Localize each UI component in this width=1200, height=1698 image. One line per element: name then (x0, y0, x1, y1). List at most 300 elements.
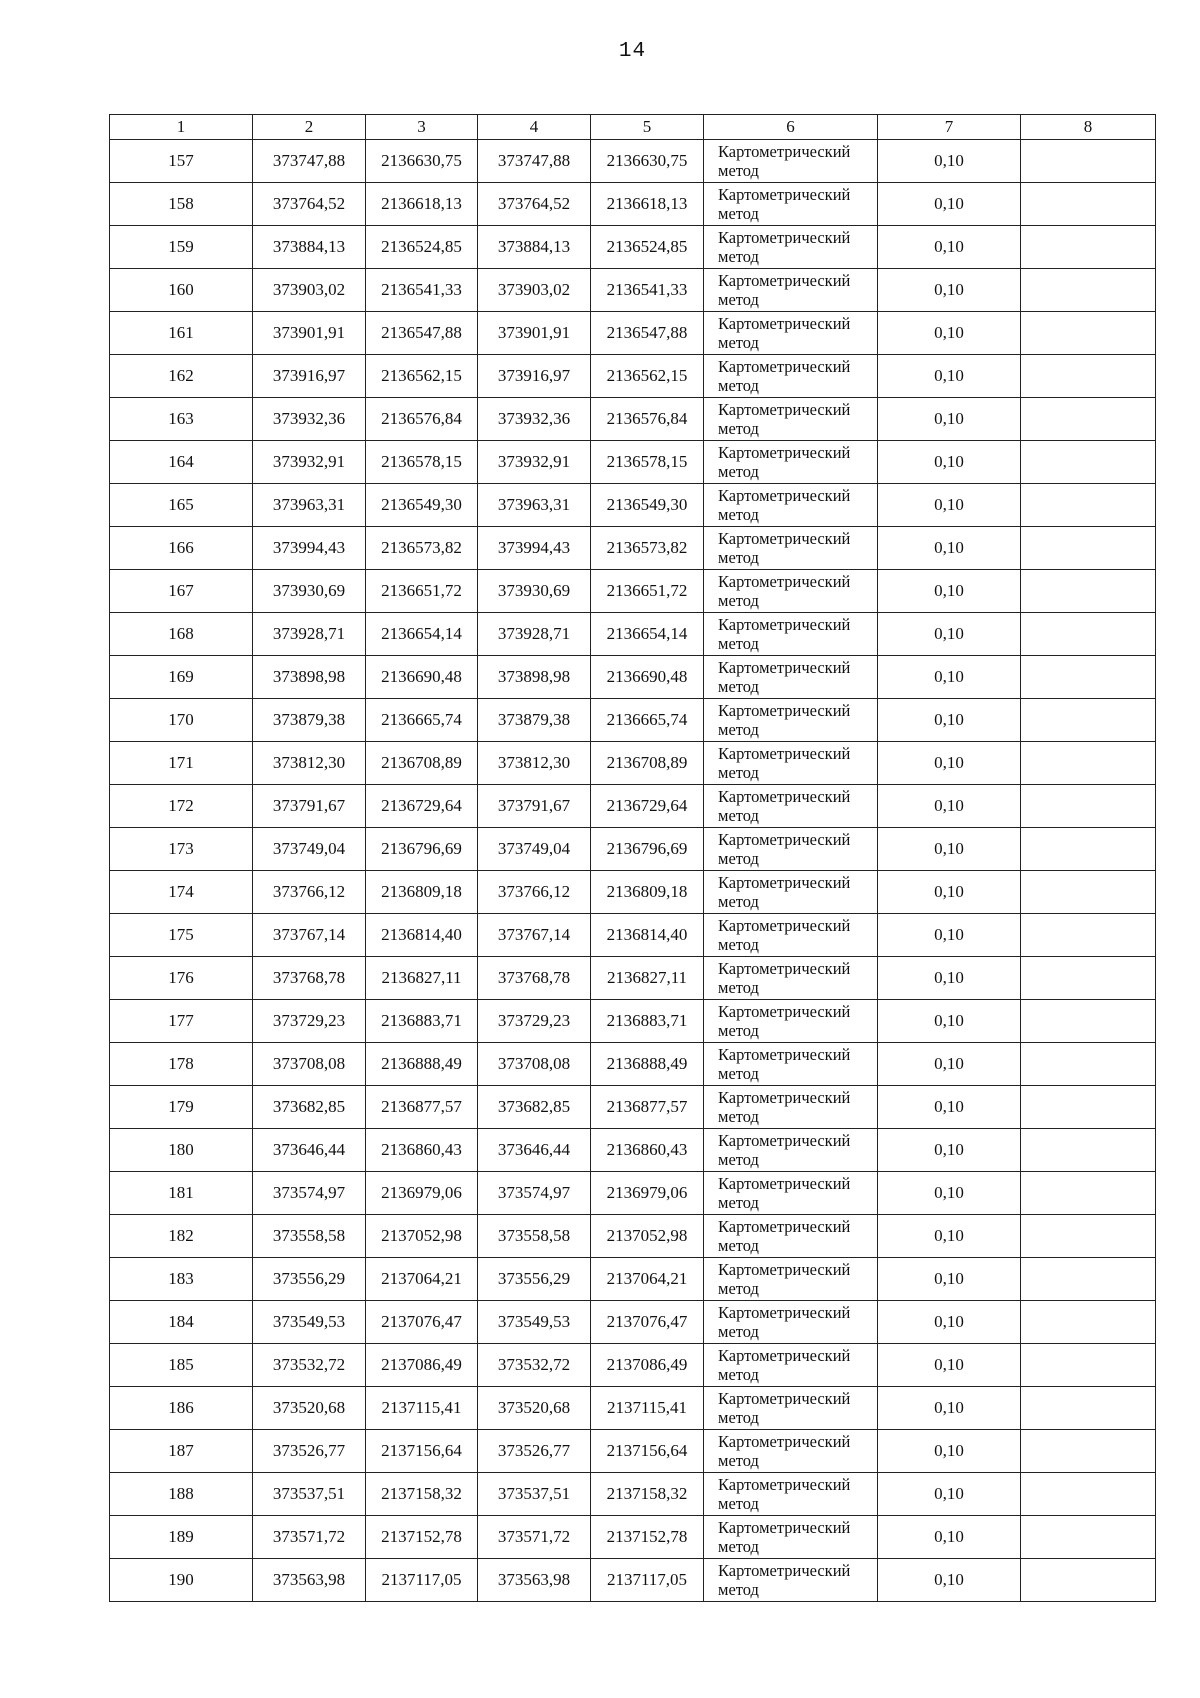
method-cell (704, 1258, 878, 1301)
x-coordinate-cell: 373898,98 (253, 656, 366, 699)
method-cell (704, 1301, 878, 1344)
y-coordinate-cell: 2136796,69 (366, 828, 478, 871)
x-coordinate-cell: 373571,72 (478, 1516, 591, 1559)
method-cell (704, 570, 878, 613)
method-label-line2: метод (718, 1021, 759, 1040)
method-cell (704, 871, 878, 914)
method-cell (704, 1430, 878, 1473)
x-coordinate-cell: 373526,77 (478, 1430, 591, 1473)
point-number-cell: 177 (110, 1000, 253, 1043)
y-coordinate-cell: 2136573,82 (591, 527, 704, 570)
method-cell (704, 484, 878, 527)
note-cell (1021, 1000, 1156, 1043)
table-row (110, 355, 1156, 398)
table-row (110, 1559, 1156, 1602)
x-coordinate-cell: 373963,31 (253, 484, 366, 527)
table-row (110, 613, 1156, 656)
note-cell (1021, 1430, 1156, 1473)
point-number-cell: 165 (110, 484, 253, 527)
point-number-cell: 168 (110, 613, 253, 656)
method-label-line2: метод (718, 978, 759, 997)
method-cell (704, 957, 878, 1000)
method-label-line1: Картометрический (718, 400, 851, 419)
y-coordinate-cell: 2137156,64 (591, 1430, 704, 1473)
accuracy-cell: 0,10 (878, 226, 1021, 269)
method-label-line1: Картометрический (718, 1260, 851, 1279)
y-coordinate-cell: 2136877,57 (591, 1086, 704, 1129)
accuracy-cell: 0,10 (878, 1258, 1021, 1301)
method-label-line2: метод (718, 1580, 759, 1599)
point-number-cell: 161 (110, 312, 253, 355)
x-coordinate-cell: 373537,51 (478, 1473, 591, 1516)
y-coordinate-cell: 2137115,41 (366, 1387, 478, 1430)
y-coordinate-cell: 2136654,14 (366, 613, 478, 656)
method-label-line1: Картометрический (718, 1002, 851, 1021)
accuracy-cell: 0,10 (878, 355, 1021, 398)
table-row (110, 226, 1156, 269)
y-coordinate-cell: 2136979,06 (366, 1172, 478, 1215)
note-cell (1021, 570, 1156, 613)
x-coordinate-cell: 373768,78 (478, 957, 591, 1000)
x-coordinate-cell: 373916,97 (478, 355, 591, 398)
note-cell (1021, 1301, 1156, 1344)
x-coordinate-cell: 373520,68 (253, 1387, 366, 1430)
x-coordinate-cell: 373646,44 (478, 1129, 591, 1172)
method-label-line1: Картометрический (718, 959, 851, 978)
method-label-line1: Картометрический (718, 1303, 851, 1322)
y-coordinate-cell: 2136883,71 (366, 1000, 478, 1043)
accuracy-cell: 0,10 (878, 527, 1021, 570)
table-row (110, 914, 1156, 957)
method-cell (704, 226, 878, 269)
y-coordinate-cell: 2137117,05 (591, 1559, 704, 1602)
table-row (110, 1000, 1156, 1043)
y-coordinate-cell: 2136578,15 (366, 441, 478, 484)
point-number-cell: 180 (110, 1129, 253, 1172)
x-coordinate-cell: 373791,67 (478, 785, 591, 828)
method-label-line1: Картометрический (718, 1475, 851, 1494)
accuracy-cell: 0,10 (878, 140, 1021, 183)
x-coordinate-cell: 373932,36 (253, 398, 366, 441)
x-coordinate-cell: 373558,58 (253, 1215, 366, 1258)
point-number-cell: 179 (110, 1086, 253, 1129)
header-row (110, 115, 1156, 140)
accuracy-cell: 0,10 (878, 1387, 1021, 1430)
x-coordinate-cell: 373791,67 (253, 785, 366, 828)
accuracy-cell: 0,10 (878, 398, 1021, 441)
x-coordinate-cell: 373879,38 (253, 699, 366, 742)
note-cell (1021, 1086, 1156, 1129)
method-label-line2: метод (718, 591, 759, 610)
x-coordinate-cell: 373812,30 (253, 742, 366, 785)
accuracy-cell: 0,10 (878, 914, 1021, 957)
point-number-cell: 189 (110, 1516, 253, 1559)
method-cell (704, 1129, 878, 1172)
method-label-line1: Картометрический (718, 271, 851, 290)
y-coordinate-cell: 2137115,41 (591, 1387, 704, 1430)
method-cell (704, 1344, 878, 1387)
y-coordinate-cell: 2137086,49 (366, 1344, 478, 1387)
y-coordinate-cell: 2136576,84 (366, 398, 478, 441)
y-coordinate-cell: 2136708,89 (366, 742, 478, 785)
y-coordinate-cell: 2137086,49 (591, 1344, 704, 1387)
method-label-line2: метод (718, 720, 759, 739)
method-label-line1: Картометрический (718, 787, 851, 806)
x-coordinate-cell: 373884,13 (478, 226, 591, 269)
note-cell (1021, 613, 1156, 656)
method-label-line2: метод (718, 1107, 759, 1126)
y-coordinate-cell: 2136888,49 (591, 1043, 704, 1086)
method-label-line1: Картометрический (718, 228, 851, 247)
y-coordinate-cell: 2136665,74 (591, 699, 704, 742)
point-number-cell: 182 (110, 1215, 253, 1258)
method-label-line2: метод (718, 763, 759, 782)
x-coordinate-cell: 373930,69 (253, 570, 366, 613)
method-cell (704, 1215, 878, 1258)
note-cell (1021, 742, 1156, 785)
method-label-line2: метод (718, 1150, 759, 1169)
column-header: 7 (878, 115, 1021, 140)
method-label-line1: Картометрический (718, 1131, 851, 1150)
method-label-line2: метод (718, 1236, 759, 1255)
x-coordinate-cell: 373708,08 (478, 1043, 591, 1086)
x-coordinate-cell: 373764,52 (478, 183, 591, 226)
method-label-line2: метод (718, 634, 759, 653)
x-coordinate-cell: 373916,97 (253, 355, 366, 398)
accuracy-cell: 0,10 (878, 613, 1021, 656)
table-row (110, 140, 1156, 183)
point-number-cell: 167 (110, 570, 253, 613)
x-coordinate-cell: 373767,14 (253, 914, 366, 957)
table-row (110, 183, 1156, 226)
point-number-cell: 160 (110, 269, 253, 312)
x-coordinate-cell: 373729,23 (478, 1000, 591, 1043)
y-coordinate-cell: 2137052,98 (366, 1215, 478, 1258)
x-coordinate-cell: 373563,98 (478, 1559, 591, 1602)
method-label-line2: метод (718, 1064, 759, 1083)
method-cell (704, 355, 878, 398)
y-coordinate-cell: 2136827,11 (366, 957, 478, 1000)
method-label-line2: метод (718, 806, 759, 825)
table-row (110, 957, 1156, 1000)
y-coordinate-cell: 2136562,15 (366, 355, 478, 398)
accuracy-cell: 0,10 (878, 269, 1021, 312)
method-label-line1: Картометрический (718, 1432, 851, 1451)
column-header: 4 (478, 115, 591, 140)
method-label-line1: Картометрический (718, 314, 851, 333)
point-number-cell: 181 (110, 1172, 253, 1215)
method-cell (704, 785, 878, 828)
x-coordinate-cell: 373767,14 (478, 914, 591, 957)
table-row (110, 398, 1156, 441)
note-cell (1021, 1344, 1156, 1387)
table-row (110, 1301, 1156, 1344)
method-label-line1: Картометрический (718, 486, 851, 505)
method-label-line1: Картометрический (718, 572, 851, 591)
method-cell (704, 1473, 878, 1516)
point-number-cell: 174 (110, 871, 253, 914)
method-cell (704, 269, 878, 312)
method-cell (704, 1387, 878, 1430)
method-label-line1: Картометрический (718, 1518, 851, 1537)
point-number-cell: 172 (110, 785, 253, 828)
x-coordinate-cell: 373928,71 (478, 613, 591, 656)
y-coordinate-cell: 2136877,57 (366, 1086, 478, 1129)
method-cell (704, 441, 878, 484)
y-coordinate-cell: 2136690,48 (591, 656, 704, 699)
accuracy-cell: 0,10 (878, 1301, 1021, 1344)
x-coordinate-cell: 373646,44 (253, 1129, 366, 1172)
accuracy-cell: 0,10 (878, 742, 1021, 785)
accuracy-cell: 0,10 (878, 1043, 1021, 1086)
method-label-line2: метод (718, 505, 759, 524)
table-row (110, 1473, 1156, 1516)
method-label-line2: метод (718, 1279, 759, 1298)
table-row (110, 1387, 1156, 1430)
method-label-line2: метод (718, 1322, 759, 1341)
note-cell (1021, 699, 1156, 742)
y-coordinate-cell: 2136541,33 (366, 269, 478, 312)
y-coordinate-cell: 2136630,75 (591, 140, 704, 183)
point-number-cell: 186 (110, 1387, 253, 1430)
x-coordinate-cell: 373764,52 (253, 183, 366, 226)
x-coordinate-cell: 373682,85 (478, 1086, 591, 1129)
y-coordinate-cell: 2136809,18 (591, 871, 704, 914)
note-cell (1021, 1473, 1156, 1516)
note-cell (1021, 785, 1156, 828)
table-row (110, 742, 1156, 785)
method-cell (704, 699, 878, 742)
method-label-line2: метод (718, 1193, 759, 1212)
note-cell (1021, 656, 1156, 699)
accuracy-cell: 0,10 (878, 1516, 1021, 1559)
table-row (110, 871, 1156, 914)
column-header: 6 (704, 115, 878, 140)
y-coordinate-cell: 2136729,64 (366, 785, 478, 828)
y-coordinate-cell: 2136860,43 (366, 1129, 478, 1172)
x-coordinate-cell: 373747,88 (253, 140, 366, 183)
y-coordinate-cell: 2136576,84 (591, 398, 704, 441)
method-label-line1: Картометрический (718, 1045, 851, 1064)
y-coordinate-cell: 2137064,21 (366, 1258, 478, 1301)
table-row (110, 1129, 1156, 1172)
note-cell (1021, 183, 1156, 226)
accuracy-cell: 0,10 (878, 484, 1021, 527)
note-cell (1021, 398, 1156, 441)
method-label-line2: метод (718, 419, 759, 438)
column-header: 3 (366, 115, 478, 140)
x-coordinate-cell: 373749,04 (253, 828, 366, 871)
point-number-cell: 164 (110, 441, 253, 484)
y-coordinate-cell: 2137158,32 (591, 1473, 704, 1516)
method-cell (704, 527, 878, 570)
y-coordinate-cell: 2136524,85 (366, 226, 478, 269)
x-coordinate-cell: 373574,97 (478, 1172, 591, 1215)
point-number-cell: 185 (110, 1344, 253, 1387)
note-cell (1021, 441, 1156, 484)
method-label-line2: метод (718, 204, 759, 223)
y-coordinate-cell: 2136573,82 (366, 527, 478, 570)
y-coordinate-cell: 2136651,72 (366, 570, 478, 613)
point-number-cell: 183 (110, 1258, 253, 1301)
method-cell (704, 613, 878, 656)
x-coordinate-cell: 373994,43 (478, 527, 591, 570)
method-label-line1: Картометрический (718, 615, 851, 634)
accuracy-cell: 0,10 (878, 957, 1021, 1000)
table-row (110, 1086, 1156, 1129)
method-label-line2: метод (718, 1365, 759, 1384)
method-label-line1: Картометрический (718, 357, 851, 376)
accuracy-cell: 0,10 (878, 1172, 1021, 1215)
coordinates-table (109, 114, 1156, 1602)
accuracy-cell: 0,10 (878, 1473, 1021, 1516)
table-row (110, 1215, 1156, 1258)
method-label-line1: Картометрический (718, 1217, 851, 1236)
note-cell (1021, 140, 1156, 183)
note-cell (1021, 1172, 1156, 1215)
note-cell (1021, 527, 1156, 570)
method-cell (704, 1172, 878, 1215)
x-coordinate-cell: 373879,38 (478, 699, 591, 742)
accuracy-cell: 0,10 (878, 312, 1021, 355)
table-row (110, 828, 1156, 871)
column-header: 5 (591, 115, 704, 140)
point-number-cell: 187 (110, 1430, 253, 1473)
accuracy-cell: 0,10 (878, 828, 1021, 871)
point-number-cell: 190 (110, 1559, 253, 1602)
x-coordinate-cell: 373708,08 (253, 1043, 366, 1086)
point-number-cell: 173 (110, 828, 253, 871)
method-label-line1: Картометрический (718, 873, 851, 892)
x-coordinate-cell: 373749,04 (478, 828, 591, 871)
method-cell (704, 1516, 878, 1559)
x-coordinate-cell: 373930,69 (478, 570, 591, 613)
method-cell (704, 398, 878, 441)
note-cell (1021, 914, 1156, 957)
x-coordinate-cell: 373932,91 (253, 441, 366, 484)
table-body (110, 140, 1156, 1602)
method-cell (704, 742, 878, 785)
y-coordinate-cell: 2137076,47 (366, 1301, 478, 1344)
method-label-line2: метод (718, 849, 759, 868)
y-coordinate-cell: 2136888,49 (366, 1043, 478, 1086)
method-label-line2: метод (718, 376, 759, 395)
x-coordinate-cell: 373563,98 (253, 1559, 366, 1602)
y-coordinate-cell: 2136814,40 (591, 914, 704, 957)
method-label-line2: метод (718, 1494, 759, 1513)
accuracy-cell: 0,10 (878, 785, 1021, 828)
table-row (110, 785, 1156, 828)
method-cell (704, 914, 878, 957)
accuracy-cell: 0,10 (878, 1086, 1021, 1129)
y-coordinate-cell: 2136708,89 (591, 742, 704, 785)
table-row (110, 1258, 1156, 1301)
table-row (110, 1430, 1156, 1473)
note-cell (1021, 1559, 1156, 1602)
point-number-cell: 175 (110, 914, 253, 957)
y-coordinate-cell: 2136814,40 (366, 914, 478, 957)
table-row (110, 699, 1156, 742)
y-coordinate-cell: 2137064,21 (591, 1258, 704, 1301)
x-coordinate-cell: 373932,91 (478, 441, 591, 484)
x-coordinate-cell: 373532,72 (478, 1344, 591, 1387)
accuracy-cell: 0,10 (878, 1215, 1021, 1258)
y-coordinate-cell: 2137152,78 (366, 1516, 478, 1559)
x-coordinate-cell: 373928,71 (253, 613, 366, 656)
method-label-line2: метод (718, 1451, 759, 1470)
y-coordinate-cell: 2136547,88 (366, 312, 478, 355)
y-coordinate-cell: 2136651,72 (591, 570, 704, 613)
point-number-cell: 157 (110, 140, 253, 183)
y-coordinate-cell: 2136618,13 (591, 183, 704, 226)
method-label-line2: метод (718, 247, 759, 266)
method-label-line1: Картометрический (718, 658, 851, 677)
method-label-line1: Картометрический (718, 744, 851, 763)
note-cell (1021, 484, 1156, 527)
x-coordinate-cell: 373898,98 (478, 656, 591, 699)
x-coordinate-cell: 373901,91 (253, 312, 366, 355)
point-number-cell: 159 (110, 226, 253, 269)
x-coordinate-cell: 373901,91 (478, 312, 591, 355)
y-coordinate-cell: 2136541,33 (591, 269, 704, 312)
method-cell (704, 656, 878, 699)
x-coordinate-cell: 373884,13 (253, 226, 366, 269)
method-cell (704, 140, 878, 183)
note-cell (1021, 828, 1156, 871)
y-coordinate-cell: 2137076,47 (591, 1301, 704, 1344)
y-coordinate-cell: 2137158,32 (366, 1473, 478, 1516)
x-coordinate-cell: 373766,12 (253, 871, 366, 914)
y-coordinate-cell: 2136729,64 (591, 785, 704, 828)
table-row (110, 1172, 1156, 1215)
method-label-line2: метод (718, 548, 759, 567)
table-row (110, 1043, 1156, 1086)
method-cell (704, 1086, 878, 1129)
method-cell (704, 828, 878, 871)
note-cell (1021, 355, 1156, 398)
note-cell (1021, 226, 1156, 269)
y-coordinate-cell: 2136578,15 (591, 441, 704, 484)
accuracy-cell: 0,10 (878, 1129, 1021, 1172)
point-number-cell: 162 (110, 355, 253, 398)
x-coordinate-cell: 373549,53 (478, 1301, 591, 1344)
accuracy-cell: 0,10 (878, 183, 1021, 226)
method-label-line2: метод (718, 462, 759, 481)
x-coordinate-cell: 373520,68 (478, 1387, 591, 1430)
table-row (110, 269, 1156, 312)
y-coordinate-cell: 2136979,06 (591, 1172, 704, 1215)
y-coordinate-cell: 2136547,88 (591, 312, 704, 355)
point-number-cell: 169 (110, 656, 253, 699)
y-coordinate-cell: 2136883,71 (591, 1000, 704, 1043)
method-cell (704, 183, 878, 226)
y-coordinate-cell: 2136630,75 (366, 140, 478, 183)
note-cell (1021, 957, 1156, 1000)
method-label-line2: метод (718, 1408, 759, 1427)
x-coordinate-cell: 373994,43 (253, 527, 366, 570)
x-coordinate-cell: 373768,78 (253, 957, 366, 1000)
method-label-line1: Картометрический (718, 1088, 851, 1107)
column-header: 8 (1021, 115, 1156, 140)
x-coordinate-cell: 373903,02 (253, 269, 366, 312)
x-coordinate-cell: 373682,85 (253, 1086, 366, 1129)
y-coordinate-cell: 2136860,43 (591, 1129, 704, 1172)
method-label-line2: метод (718, 892, 759, 911)
table-row (110, 570, 1156, 613)
accuracy-cell: 0,10 (878, 1430, 1021, 1473)
x-coordinate-cell: 373747,88 (478, 140, 591, 183)
y-coordinate-cell: 2137156,64 (366, 1430, 478, 1473)
